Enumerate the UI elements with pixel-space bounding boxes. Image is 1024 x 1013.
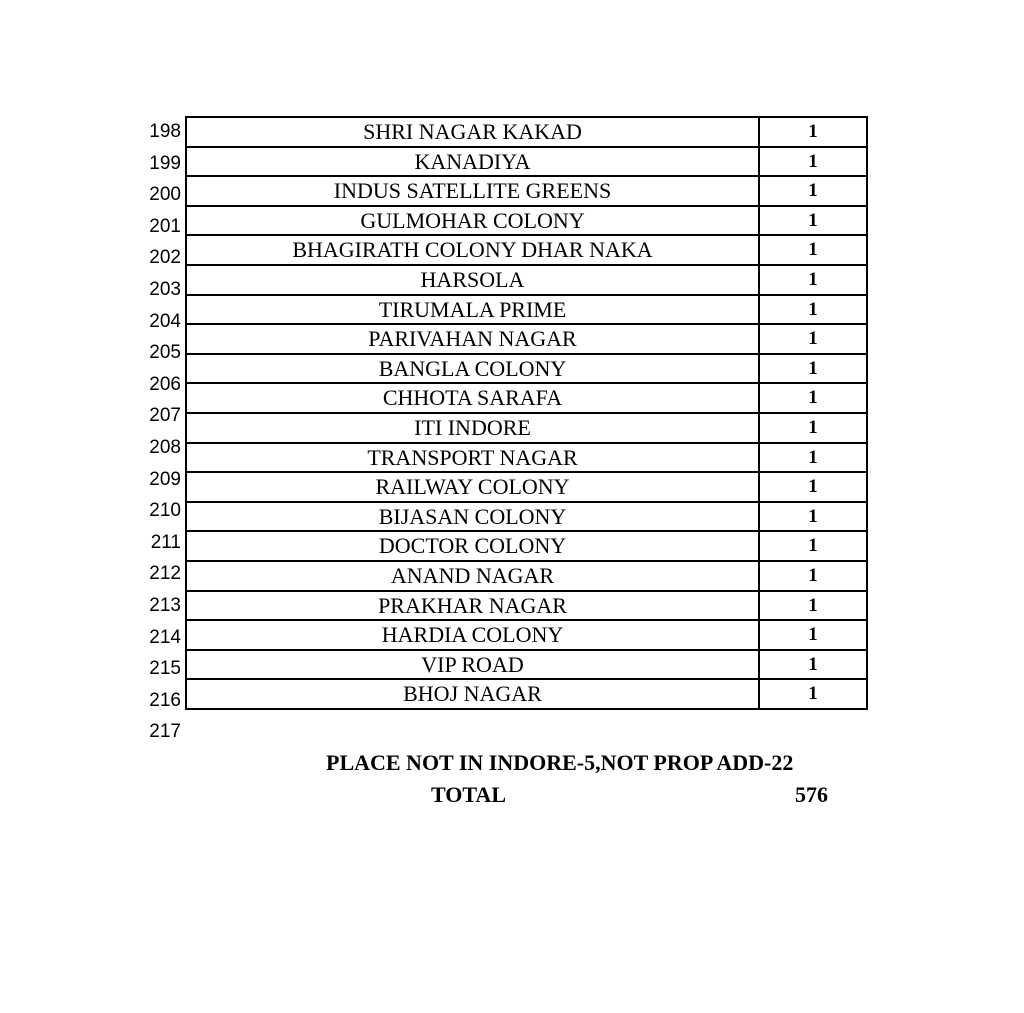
table-row bbox=[186, 354, 867, 384]
table-row bbox=[186, 235, 867, 265]
places-table bbox=[185, 116, 868, 710]
serial-number: 208 bbox=[149, 436, 181, 458]
serial-number: 202 bbox=[149, 247, 181, 269]
place-name-cell: TIRUMALA PRIME bbox=[186, 295, 759, 325]
count-cell: 1 bbox=[759, 679, 867, 709]
count-cell: 1 bbox=[759, 531, 867, 561]
count-cell: 1 bbox=[759, 324, 867, 354]
table-row bbox=[186, 620, 867, 650]
serial-number: 204 bbox=[149, 310, 181, 332]
table-row bbox=[186, 591, 867, 621]
place-name-cell: PRAKHAR NAGAR bbox=[186, 591, 759, 621]
table-row bbox=[186, 472, 867, 502]
footer-note: PLACE NOT IN INDORE-5,NOT PROP ADD-22 bbox=[326, 750, 794, 775]
serial-number: 211 bbox=[150, 531, 181, 553]
serial-number: 216 bbox=[149, 689, 181, 711]
count-cell: 1 bbox=[759, 295, 867, 325]
place-name-cell: PARIVAHAN NAGAR bbox=[186, 324, 759, 354]
count-cell: 1 bbox=[759, 354, 867, 384]
table-row bbox=[186, 383, 867, 413]
place-name-cell: TRANSPORT NAGAR bbox=[186, 443, 759, 473]
place-name-cell: BANGLA COLONY bbox=[186, 354, 759, 384]
place-name-cell: BIJASAN COLONY bbox=[186, 502, 759, 532]
table-row bbox=[186, 206, 867, 236]
serial-number: 201 bbox=[149, 215, 181, 237]
serial-number: 200 bbox=[149, 184, 181, 206]
place-name-cell: BHAGIRATH COLONY DHAR NAKA bbox=[186, 235, 759, 265]
serial-number: 199 bbox=[149, 152, 181, 174]
table-row bbox=[186, 443, 867, 473]
serial-number: 207 bbox=[149, 405, 181, 427]
total-value: 576 bbox=[795, 782, 828, 807]
table-row bbox=[186, 531, 867, 561]
place-name-cell: KANADIYA bbox=[186, 147, 759, 177]
place-name-cell: BHOJ NAGAR bbox=[186, 679, 759, 709]
table-row bbox=[186, 650, 867, 680]
count-cell: 1 bbox=[759, 383, 867, 413]
place-name-cell: HARDIA COLONY bbox=[186, 620, 759, 650]
count-cell: 1 bbox=[759, 472, 867, 502]
place-name-cell: VIP ROAD bbox=[186, 650, 759, 680]
count-cell: 1 bbox=[759, 620, 867, 650]
table-row bbox=[186, 117, 867, 147]
count-cell: 1 bbox=[759, 650, 867, 680]
place-name-cell: INDUS SATELLITE GREENS bbox=[186, 176, 759, 206]
place-name-cell: RAILWAY COLONY bbox=[186, 472, 759, 502]
place-name-cell: ANAND NAGAR bbox=[186, 561, 759, 591]
table-row bbox=[186, 295, 867, 325]
table-row bbox=[186, 502, 867, 532]
serial-number: 198 bbox=[149, 121, 181, 142]
serial-number: 212 bbox=[149, 563, 181, 585]
place-name-cell: DOCTOR COLONY bbox=[186, 531, 759, 561]
serial-number-column bbox=[130, 116, 182, 748]
count-cell: 1 bbox=[759, 235, 867, 265]
place-name-cell: SHRI NAGAR KAKAD bbox=[186, 117, 759, 147]
serial-number: 209 bbox=[149, 468, 181, 490]
serial-number: 210 bbox=[149, 500, 181, 522]
serial-number: 213 bbox=[149, 594, 181, 616]
count-cell: 1 bbox=[759, 591, 867, 621]
table-row bbox=[186, 176, 867, 206]
count-cell: 1 bbox=[759, 443, 867, 473]
table-row bbox=[186, 265, 867, 295]
place-name-cell: HARSOLA bbox=[186, 265, 759, 295]
count-cell: 1 bbox=[759, 502, 867, 532]
place-name-cell: GULMOHAR COLONY bbox=[186, 206, 759, 236]
count-cell: 1 bbox=[759, 561, 867, 591]
count-cell: 1 bbox=[759, 147, 867, 177]
count-cell: 1 bbox=[759, 117, 867, 147]
table-row bbox=[186, 413, 867, 443]
place-name-cell: CHHOTA SARAFA bbox=[186, 383, 759, 413]
count-cell: 1 bbox=[759, 413, 867, 443]
place-name-cell: ITI INDORE bbox=[186, 413, 759, 443]
serial-number: 217 bbox=[149, 721, 181, 743]
table-row bbox=[186, 147, 867, 177]
serial-number: 214 bbox=[149, 626, 181, 648]
count-cell: 1 bbox=[759, 206, 867, 236]
table-row bbox=[186, 679, 867, 709]
count-cell: 1 bbox=[759, 265, 867, 295]
table-row bbox=[186, 561, 867, 591]
count-cell: 1 bbox=[759, 176, 867, 206]
serial-number: 203 bbox=[149, 278, 181, 300]
table-row bbox=[186, 324, 867, 354]
serial-number: 205 bbox=[149, 342, 181, 364]
serial-number: 206 bbox=[149, 373, 181, 395]
total-label: TOTAL bbox=[431, 782, 506, 807]
serial-number: 215 bbox=[149, 658, 181, 680]
